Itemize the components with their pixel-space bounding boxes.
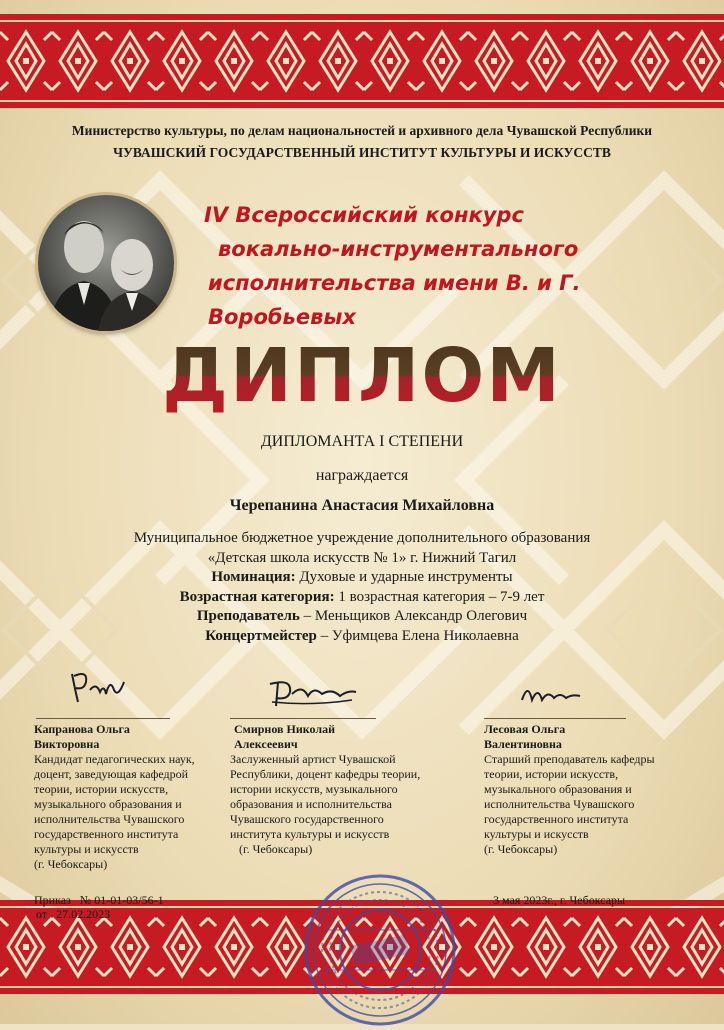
jury-desc-line: исполнительства Чувашского xyxy=(34,812,185,826)
teacher-label: Преподаватель xyxy=(196,608,300,624)
teacher-value: – Меньщиков Александр Олегович xyxy=(299,608,528,624)
jury-desc-line: Республики, доцент кафедры теории, xyxy=(230,767,421,781)
signature-3 xyxy=(516,678,586,708)
jury-desc-line: исполнительства Чувашского xyxy=(484,797,635,811)
jury-desc-line: государственного института xyxy=(34,827,179,841)
top-edge-stripe xyxy=(0,14,724,20)
contest-title-line: вокально-инструментального xyxy=(218,237,579,261)
order-reference xyxy=(34,893,164,921)
jury-desc-line: образования и исполнительства xyxy=(230,797,392,811)
award-details xyxy=(60,529,664,646)
jury-desc-line: института культуры и искусств xyxy=(230,827,390,841)
jury-desc-line: государственного института xyxy=(484,812,629,826)
age-category-row xyxy=(60,588,664,608)
jury-name: Капранова Ольга xyxy=(34,722,130,736)
issue-date-place: 3 мая 2023г., г. Чебоксары xyxy=(493,893,626,907)
jury-member-1 xyxy=(34,722,224,872)
contest-title xyxy=(204,198,704,334)
jury-name: Лесовая Ольга xyxy=(484,722,566,736)
diploma-title: ДИПЛОМ xyxy=(0,333,724,419)
jury-desc-line: доцент, заведующая кафедрой xyxy=(34,767,189,781)
jury-desc-line: (г. Чебоксары) xyxy=(34,857,108,871)
institute-name: ЧУВАШСКИЙ ГОСУДАРСТВЕННЫЙ ИНСТИТУТ КУЛЬТУРЫ И ИСКУССТВ xyxy=(113,145,611,160)
signature-line-1 xyxy=(36,718,170,719)
jury-name: Викторовна xyxy=(34,737,100,751)
jury-name: Алексеевич xyxy=(234,737,298,751)
jury-member-3 xyxy=(484,722,694,857)
jury-desc-line: музыкального образования и xyxy=(34,797,182,811)
ministry-name: Министерство культуры, по делам национальностей и архивного дела Чувашской Республики xyxy=(71,123,653,138)
signature-line-3 xyxy=(484,718,626,719)
accompanist-row xyxy=(60,627,664,647)
jury-desc-line: Заслуженный артист Чувашской xyxy=(230,752,396,766)
recipient-name: Черепанина Анастасия Михайловна xyxy=(229,497,495,514)
teacher-row xyxy=(60,607,664,627)
jury-desc-line: (г. Чебоксары) xyxy=(484,842,558,856)
jury-name: Смирнов Николай xyxy=(234,722,336,736)
institution-line: Муниципальное бюджетное учреждение дополнительного образования xyxy=(133,530,591,546)
order-date: от 27.02.2023 xyxy=(36,907,111,921)
diploma-degree: ДИПЛОМАНТА I СТЕПЕНИ xyxy=(260,433,464,450)
jury-member-2 xyxy=(230,722,460,857)
signature-line-2 xyxy=(230,718,376,719)
jury-desc-line: музыкального образования и xyxy=(484,782,632,796)
institution-line: «Детская школа искусств № 1» г. Нижний Тагил xyxy=(207,549,517,566)
accompanist-label: Концертмейстер xyxy=(205,627,317,644)
jury-desc-line: Чувашского государственного xyxy=(230,812,384,826)
contest-title-line: исполнительства имени В. и Г. Воробьевых xyxy=(208,271,581,329)
jury-desc-line: теории, истории искусств, xyxy=(484,767,619,781)
contest-title-line: IV Всероссийский конкурс xyxy=(204,203,524,227)
top-edge-stripe-lower xyxy=(0,102,724,108)
jury-desc-line: культуры и искусств xyxy=(484,827,589,841)
jury-desc-line: теории, истории искусств, xyxy=(34,782,169,796)
nomination-row xyxy=(60,568,664,588)
top-ornament-band xyxy=(0,22,724,100)
jury-name: Валентиновна xyxy=(484,737,562,751)
jury-desc-line: Старший преподаватель кафедры xyxy=(484,752,655,766)
age-category-label: Возрастная категория: xyxy=(179,588,335,605)
portrait-photo xyxy=(38,195,174,331)
awarded-label: награждается xyxy=(315,467,409,484)
jury-desc-line: истории искусств, музыкального xyxy=(230,782,398,796)
nomination-value: Духовые и ударные инструменты xyxy=(295,569,513,585)
signature-1 xyxy=(66,664,136,708)
age-category-value: 1 возрастная категория – 7-9 лет xyxy=(334,588,545,605)
institute-seal-stamp xyxy=(300,870,460,1030)
jury-desc-line: культуры и искусств xyxy=(34,842,139,856)
signature-2 xyxy=(262,676,362,710)
accompanist-value: – Уфимцева Елена Николаевна xyxy=(316,627,519,644)
order-number: Приказ № 01-01-03/56-1 xyxy=(34,893,164,907)
nomination-label: Номинация: xyxy=(211,569,296,585)
jury-desc-line: Кандидат педагогических наук, xyxy=(34,752,195,766)
jury-desc-line: (г. Чебоксары) xyxy=(230,842,313,856)
